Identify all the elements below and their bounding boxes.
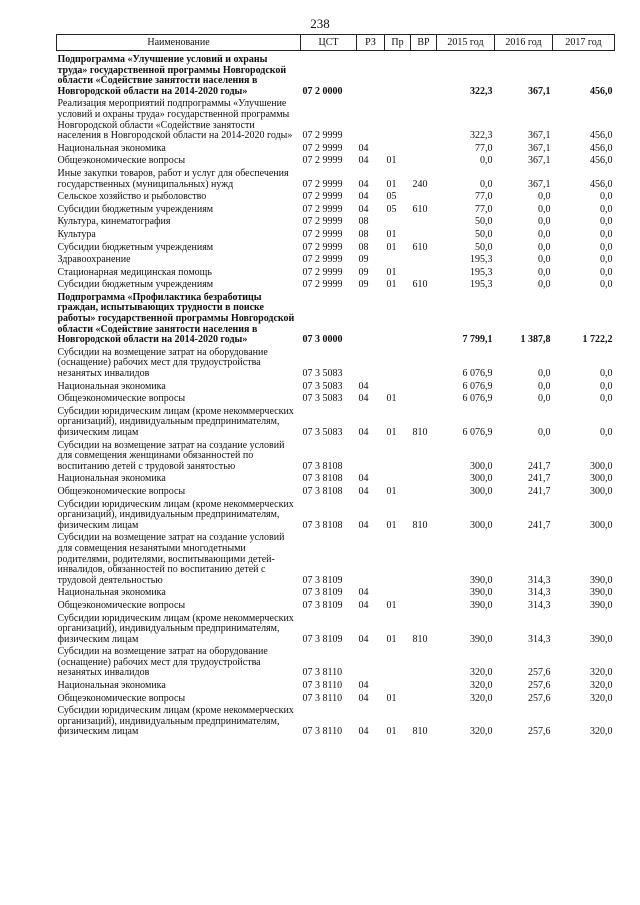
cell-cst: 07 3 8109 — [302, 587, 343, 599]
table-body — [57, 51, 615, 740]
cell-2016: 257,6 — [528, 667, 551, 679]
cell-cst: 07 3 8108 — [302, 473, 343, 485]
cell-pr — [385, 143, 411, 156]
cell-cst: 07 2 9999 — [302, 178, 343, 190]
cell-pr — [385, 347, 411, 381]
table-row — [57, 532, 615, 587]
table-row — [57, 155, 615, 168]
cell-rz — [357, 347, 385, 381]
cell-2016: 0,0 — [538, 241, 551, 253]
cell-2015: 300,0 — [470, 485, 493, 497]
cell-2015: 0,0 — [480, 155, 493, 167]
cell-rz — [357, 440, 385, 474]
table-row — [57, 204, 615, 217]
cell-2017: 0,0 — [600, 393, 613, 405]
cell-2017: 0,0 — [600, 254, 613, 266]
cell-vr — [411, 143, 437, 156]
cell-2015: 322,3 — [470, 85, 493, 97]
cell-pr: 01 — [386, 266, 397, 278]
cell-2015: 195,3 — [470, 254, 493, 266]
cell-name: Культура, кинематография — [57, 216, 171, 228]
cell-2017: 0,0 — [600, 380, 613, 392]
cell-cst: 07 3 5083 — [302, 427, 343, 438]
cell-2015: 390,0 — [470, 587, 493, 599]
cell-pr — [385, 646, 411, 680]
cell-vr — [411, 51, 437, 99]
cell-2017: 390,0 — [590, 574, 613, 586]
cell-2016: 257,6 — [528, 692, 551, 704]
cell-rz: 08 — [358, 216, 369, 228]
cell-2016: 257,6 — [528, 680, 551, 692]
cell-2016: 314,3 — [528, 587, 551, 599]
cell-2015: 6 076,9 — [462, 427, 493, 438]
cell-name: Культура — [57, 228, 96, 240]
cell-vr: 810 — [412, 519, 428, 531]
cell-2015: 390,0 — [470, 633, 493, 645]
cell-pr — [385, 254, 411, 267]
cell-2016: 0,0 — [538, 203, 551, 215]
cell-2016: 0,0 — [538, 368, 551, 380]
cell-cst: 07 3 8110 — [302, 692, 343, 704]
cell-name: Субсидии юридическим лицам (кроме некоммерческих организаций), индивидуальным предпринимателям, физическим лицам — [57, 705, 294, 738]
cell-pr — [385, 51, 411, 99]
cell-cst: 07 2 9999 — [302, 155, 343, 167]
cell-name: Общеэкономические вопросы — [57, 692, 186, 704]
cell-name: Здравоохранение — [57, 254, 131, 266]
table-row — [57, 98, 615, 142]
table-row — [57, 216, 615, 229]
cell-2015: 77,0 — [475, 191, 493, 203]
cell-2016: 367,1 — [528, 155, 551, 167]
cell-name: Реализация мероприятий подпрограммы «Улучшение условий и охраны труда» государственной программы Новгородской области «Содействие занятости населения в Новгородской области на 2014-2020 годы» — [57, 98, 293, 142]
table-row — [57, 143, 615, 156]
col-header-2015: 2015 год — [437, 35, 495, 51]
cell-rz: 04 — [358, 692, 369, 704]
cell-pr: 01 — [386, 485, 397, 497]
cell-cst: 07 3 8110 — [302, 680, 343, 692]
cell-name: Общеэкономические вопросы — [57, 485, 186, 497]
cell-vr — [411, 292, 437, 347]
cell-2016: 0,0 — [538, 266, 551, 278]
cell-pr: 01 — [386, 726, 397, 738]
table-row — [57, 473, 615, 486]
cell-2017: 300,0 — [590, 485, 613, 497]
cell-vr — [411, 381, 437, 394]
cell-2017: 0,0 — [600, 228, 613, 240]
cell-cst: 07 2 9999 — [302, 191, 343, 203]
cell-2015: 320,0 — [470, 667, 493, 679]
cell-rz — [357, 292, 385, 347]
cell-cst: 07 3 8110 — [302, 726, 343, 738]
cell-2017: 456,0 — [590, 178, 613, 190]
cell-2017: 320,0 — [590, 667, 613, 679]
cell-2015: 6 076,9 — [462, 368, 493, 380]
table-row — [57, 292, 615, 347]
cell-2015: 6 076,9 — [462, 393, 493, 405]
table-row — [57, 600, 615, 613]
cell-2017: 456,0 — [590, 142, 613, 154]
cell-2015: 300,0 — [470, 473, 493, 485]
col-header-2016: 2016 год — [495, 35, 553, 51]
cell-2017: 0,0 — [600, 427, 613, 438]
cell-2016: 367,1 — [528, 178, 551, 190]
budget-table — [56, 34, 615, 739]
cell-vr — [411, 347, 437, 381]
cell-rz: 09 — [358, 279, 369, 291]
cell-pr — [385, 440, 411, 474]
cell-name: Субсидии юридическим лицам (кроме некоммерческих организаций), индивидуальным предпринимателям, физическим лицам — [57, 498, 294, 531]
cell-cst: 07 3 8109 — [302, 633, 343, 645]
cell-vr — [411, 393, 437, 406]
cell-cst: 07 3 8110 — [302, 667, 343, 679]
cell-rz: 04 — [358, 380, 369, 392]
cell-2016: 314,3 — [528, 599, 551, 611]
cell-pr: 01 — [386, 599, 397, 611]
cell-2016: 241,7 — [528, 460, 551, 472]
cell-rz: 04 — [358, 599, 369, 611]
cell-rz: 09 — [358, 254, 369, 266]
table-row — [57, 254, 615, 267]
cell-name: Общеэкономические вопросы — [57, 393, 186, 405]
cell-2017: 0,0 — [600, 368, 613, 380]
cell-name: Подпрограмма «Улучшение условий и охраны труда» государственной программы Новгородской области «Содействие занятости населения в Новгородской области на 2014-2020 годы» — [57, 54, 287, 97]
cell-vr — [411, 693, 437, 706]
cell-vr: 240 — [412, 178, 428, 190]
cell-2015: 77,0 — [475, 142, 493, 154]
cell-rz — [357, 532, 385, 587]
cell-name: Субсидии юридическим лицам (кроме некоммерческих организаций), индивидуальным предпринимателям, физическим лицам — [57, 405, 294, 438]
cell-2016: 0,0 — [538, 279, 551, 291]
cell-vr — [411, 532, 437, 587]
table-row — [57, 646, 615, 680]
cell-2016: 367,1 — [528, 85, 551, 97]
table-row — [57, 267, 615, 280]
cell-cst: 07 3 8109 — [302, 599, 343, 611]
cell-pr — [385, 216, 411, 229]
cell-rz: 04 — [358, 393, 369, 405]
cell-2016: 0,0 — [538, 393, 551, 405]
table-row — [57, 613, 615, 647]
table-row — [57, 347, 615, 381]
cell-vr — [411, 216, 437, 229]
cell-pr: 05 — [386, 191, 397, 203]
cell-cst: 07 2 9999 — [302, 266, 343, 278]
cell-cst: 07 3 8108 — [302, 460, 343, 472]
table-row — [57, 587, 615, 600]
cell-vr: 610 — [412, 203, 428, 215]
cell-pr — [385, 381, 411, 394]
cell-cst: 07 2 9999 — [302, 241, 343, 253]
cell-name: Субсидии бюджетным учреждениям — [57, 279, 214, 291]
cell-2015: 7 799,1 — [462, 334, 493, 346]
cell-2015: 300,0 — [470, 460, 493, 472]
table-row — [57, 191, 615, 204]
cell-rz: 04 — [358, 203, 369, 215]
cell-name: Национальная экономика — [57, 680, 166, 692]
cell-2017: 456,0 — [590, 130, 613, 142]
cell-vr — [411, 440, 437, 474]
cell-name: Субсидии бюджетным учреждениям — [57, 203, 214, 215]
table-row — [57, 406, 615, 440]
cell-2016: 241,7 — [528, 519, 551, 531]
col-header-rz: РЗ — [357, 35, 385, 51]
cell-2015: 195,3 — [470, 266, 493, 278]
cell-vr — [411, 646, 437, 680]
cell-name: Общеэкономические вопросы — [57, 155, 186, 167]
cell-2017: 456,0 — [590, 155, 613, 167]
cell-pr: 05 — [386, 203, 397, 215]
cell-vr — [411, 600, 437, 613]
cell-2017: 0,0 — [600, 241, 613, 253]
cell-vr: 610 — [412, 279, 428, 291]
cell-pr — [385, 473, 411, 486]
col-header-name: Наименование — [57, 35, 301, 51]
cell-2016: 314,3 — [528, 574, 551, 586]
cell-name: Подпрограмма «Профилактика безработицы граждан, испытывающих трудности в поиске работы» государственной программы Новгородской области «Содействие занятости населения в Новгородской области на 2014-2020 годы» — [57, 291, 295, 346]
cell-vr — [411, 98, 437, 142]
cell-cst: 07 3 5083 — [302, 368, 343, 380]
cell-vr: 810 — [412, 633, 428, 645]
table-row — [57, 499, 615, 533]
cell-2017: 320,0 — [590, 692, 613, 704]
cell-pr — [385, 98, 411, 142]
cell-cst: 07 2 9999 — [302, 279, 343, 291]
table-row — [57, 440, 615, 474]
table-row — [57, 393, 615, 406]
cell-2017: 456,0 — [590, 85, 613, 97]
cell-name: Национальная экономика — [57, 142, 166, 154]
cell-name: Иные закупки товаров, работ и услуг для обеспечения государственных (муниципальных) нужд — [57, 167, 289, 190]
cell-2017: 300,0 — [590, 473, 613, 485]
cell-2017: 1 722,2 — [582, 334, 613, 346]
cell-2017: 0,0 — [600, 266, 613, 278]
cell-2015: 390,0 — [470, 599, 493, 611]
cell-name: Субсидии на возмещение затрат на оборудование (оснащение) рабочих мест для трудоустройства незанятых инвалидов — [57, 346, 268, 380]
col-header-pr: Пр — [385, 35, 411, 51]
cell-2016: 241,7 — [528, 485, 551, 497]
cell-rz — [357, 646, 385, 680]
col-header-vr: ВР — [411, 35, 437, 51]
cell-vr — [411, 486, 437, 499]
page-number: 238 — [310, 16, 330, 31]
cell-name: Субсидии на возмещение затрат на оборудование (оснащение) рабочих мест для трудоустройства незанятых инвалидов — [57, 646, 268, 679]
cell-pr: 01 — [386, 279, 397, 291]
cell-name: Субсидии бюджетным учреждениям — [57, 241, 214, 253]
cell-2016: 257,6 — [528, 726, 551, 738]
cell-2015: 322,3 — [470, 130, 493, 142]
cell-2015: 390,0 — [470, 574, 493, 586]
table-row — [57, 486, 615, 499]
cell-2015: 320,0 — [470, 692, 493, 704]
cell-pr — [385, 292, 411, 347]
table-row — [57, 693, 615, 706]
cell-rz: 04 — [358, 726, 369, 738]
cell-2016: 367,1 — [528, 130, 551, 142]
cell-name: Сельское хозяйство и рыболовство — [57, 191, 207, 203]
cell-2015: 77,0 — [475, 203, 493, 215]
cell-rz: 08 — [358, 228, 369, 240]
cell-2015: 195,3 — [470, 279, 493, 291]
cell-rz: 04 — [358, 519, 369, 531]
table-row — [57, 279, 615, 292]
cell-vr: 810 — [412, 427, 428, 438]
col-header-cst: ЦСТ — [301, 35, 357, 51]
table-row — [57, 705, 615, 739]
cell-2015: 50,0 — [475, 241, 493, 253]
cell-pr: 01 — [386, 692, 397, 704]
cell-2017: 300,0 — [590, 460, 613, 472]
cell-pr: 01 — [386, 519, 397, 531]
cell-name: Стационарная медицинская помощь — [57, 266, 212, 278]
cell-cst: 07 2 9999 — [302, 203, 343, 215]
cell-2015: 50,0 — [475, 228, 493, 240]
cell-vr: 610 — [412, 241, 428, 253]
cell-rz: 04 — [358, 427, 369, 438]
cell-cst: 07 2 9999 — [302, 228, 343, 240]
cell-pr: 01 — [386, 427, 397, 438]
cell-vr — [411, 680, 437, 693]
cell-name: Субсидии на возмещение затрат на создание условий для совмещения незанятыми многодетными родителями, родителями, воспитывающими детей-инвалидов, обязанностей по воспитанию детей с трудовой деятельностью — [57, 532, 285, 586]
cell-2017: 0,0 — [600, 279, 613, 291]
cell-name: Национальная экономика — [57, 380, 166, 392]
table-row — [57, 242, 615, 255]
cell-pr: 01 — [386, 155, 397, 167]
cell-2016: 0,0 — [538, 427, 551, 438]
cell-rz: 04 — [358, 633, 369, 645]
cell-cst: 07 3 5083 — [302, 393, 343, 405]
cell-2016: 0,0 — [538, 254, 551, 266]
cell-rz: 08 — [358, 241, 369, 253]
cell-pr: 01 — [386, 228, 397, 240]
cell-2017: 390,0 — [590, 587, 613, 599]
cell-name: Субсидии на возмещение затрат на создание условий для совмещения женщинами обязанностей по воспитанию детей с трудовой занятостью — [57, 439, 285, 472]
cell-name: Общеэкономические вопросы — [57, 599, 186, 611]
cell-pr: 01 — [386, 393, 397, 405]
cell-2015: 50,0 — [475, 216, 493, 228]
cell-cst: 07 2 0000 — [302, 85, 343, 97]
cell-vr — [411, 229, 437, 242]
cell-cst: 07 2 9999 — [302, 130, 343, 142]
cell-rz: 04 — [358, 587, 369, 599]
cell-cst: 07 3 5083 — [302, 380, 343, 392]
cell-rz: 04 — [358, 142, 369, 154]
cell-vr — [411, 587, 437, 600]
cell-rz — [357, 98, 385, 142]
cell-pr — [385, 532, 411, 587]
cell-name: Национальная экономика — [57, 587, 166, 599]
table-row — [57, 51, 615, 99]
cell-2016: 0,0 — [538, 216, 551, 228]
table-row — [57, 381, 615, 394]
cell-2016: 0,0 — [538, 380, 551, 392]
table-row — [57, 680, 615, 693]
cell-2017: 390,0 — [590, 633, 613, 645]
cell-2015: 320,0 — [470, 680, 493, 692]
cell-vr — [411, 254, 437, 267]
cell-pr — [385, 587, 411, 600]
cell-rz: 04 — [358, 191, 369, 203]
cell-rz: 04 — [358, 680, 369, 692]
cell-rz: 04 — [358, 178, 369, 190]
cell-2015: 300,0 — [470, 519, 493, 531]
cell-vr — [411, 473, 437, 486]
table-row — [57, 229, 615, 242]
cell-2015: 0,0 — [480, 178, 493, 190]
cell-vr — [411, 191, 437, 204]
cell-2017: 320,0 — [590, 680, 613, 692]
table-row — [57, 168, 615, 191]
cell-cst: 07 3 8109 — [302, 574, 343, 586]
cell-2016: 314,3 — [528, 633, 551, 645]
cell-pr: 01 — [386, 241, 397, 253]
cell-name: Национальная экономика — [57, 473, 166, 485]
cell-name: Субсидии юридическим лицам (кроме некоммерческих организаций), индивидуальным предпринимателям, физическим лицам — [57, 612, 294, 645]
cell-cst: 07 3 0000 — [302, 334, 343, 346]
cell-2016: 367,1 — [528, 142, 551, 154]
cell-rz: 04 — [358, 473, 369, 485]
cell-2015: 6 076,9 — [462, 380, 493, 392]
cell-vr: 810 — [412, 726, 428, 738]
cell-cst: 07 3 8108 — [302, 485, 343, 497]
cell-2017: 300,0 — [590, 519, 613, 531]
cell-2015: 320,0 — [470, 726, 493, 738]
cell-rz: 04 — [358, 155, 369, 167]
cell-vr — [411, 267, 437, 280]
cell-2016: 0,0 — [538, 228, 551, 240]
cell-pr: 01 — [386, 633, 397, 645]
cell-2016: 1 387,8 — [520, 334, 551, 346]
cell-cst: 07 2 9999 — [302, 254, 343, 266]
cell-2017: 0,0 — [600, 216, 613, 228]
cell-2017: 320,0 — [590, 726, 613, 738]
cell-cst: 07 2 9999 — [302, 142, 343, 154]
cell-vr — [411, 155, 437, 168]
cell-2017: 0,0 — [600, 203, 613, 215]
cell-cst: 07 3 8108 — [302, 519, 343, 531]
cell-rz — [357, 51, 385, 99]
cell-2016: 0,0 — [538, 191, 551, 203]
cell-pr: 01 — [386, 178, 397, 190]
cell-pr — [385, 680, 411, 693]
cell-rz: 04 — [358, 485, 369, 497]
cell-rz: 09 — [358, 266, 369, 278]
cell-2016: 241,7 — [528, 473, 551, 485]
cell-2017: 390,0 — [590, 599, 613, 611]
cell-cst: 07 2 9999 — [302, 216, 343, 228]
cell-2017: 0,0 — [600, 191, 613, 203]
table-header-row — [57, 35, 615, 51]
col-header-2017: 2017 год — [553, 35, 615, 51]
